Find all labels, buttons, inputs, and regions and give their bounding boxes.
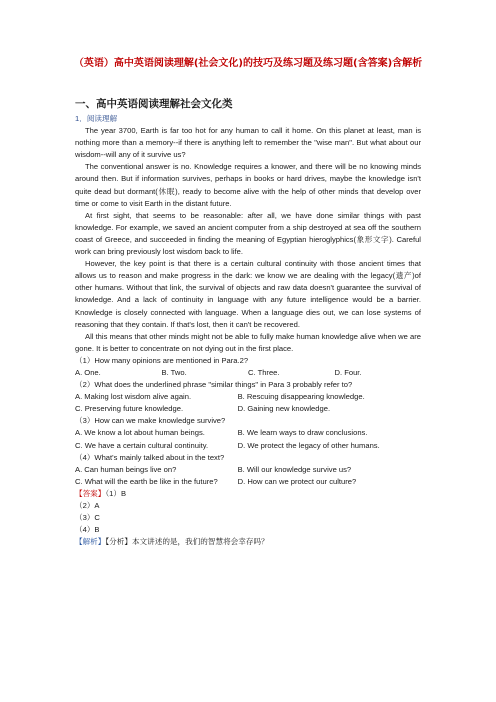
question-2-option-b: B. Rescuing disappearing knowledge. xyxy=(237,392,365,402)
passage-paragraph-2: The conventional answer is no. Knowledge requires a knower, and there will be no knowing minds around then. But if information survives, perhaps in books or hard drives, maybe the knowledge isn't quite dead but dormant(休眠), ready to become alive with the help of other minds that develop over time or come to visit Earth in the distant future. xyxy=(75,162,421,208)
question-2-stem: （2）What does the underlined phrase "similar things" in Para 3 probably refer to? xyxy=(75,380,353,390)
question-1-options xyxy=(75,367,421,379)
document-title: （英语）高中英语阅读理解(社会文化)的技巧及练习题及练习题(含答案)含解析 xyxy=(73,58,423,69)
document-body xyxy=(75,113,421,548)
answer-2: （2）A xyxy=(75,501,100,510)
question-3-options-row-1 xyxy=(75,427,421,439)
analysis-line xyxy=(75,536,421,548)
question-1-stem: （1）How many opinions are mentioned in Para.2? xyxy=(75,355,249,365)
passage-paragraph-3: At first sight, that seems to be reasonable: after all, we have done similar things with past knowledge. For example, we saved an ancient computer from a ship destroyed at sea off the southern coast of Greece, and succeeded in finding the meaning of Egyptian hieroglyphics(象形文字). Careful work can bring previously lost wisdom back to life. xyxy=(75,210,421,257)
question-3-options-row-2 xyxy=(75,440,421,452)
question-2-options-row-2 xyxy=(75,403,421,415)
passage-paragraph-5: All this means that other minds might not be able to fully make human knowledge alive when we are gone. It is better to concentrate on not dying out in the first place. xyxy=(75,331,421,353)
answer-tag: 【答案】 xyxy=(75,488,106,498)
passage-paragraph-1: The year 3700, Earth is far too hot for any human to call it home. On this planet at least, man is nothing more than a memory--if there is anything left to remember the "wise man". But what about our wisdom--will any of it survive us? xyxy=(75,126,421,160)
question-1-option-d: D. Four. xyxy=(334,367,362,377)
question-4-stem: （4）What's mainly talked about in the text? xyxy=(75,452,225,462)
question-3-option-c: C. We have a certain cultural continuity. xyxy=(75,440,209,450)
question-2-option-c: C. Preserving future knowledge. xyxy=(75,404,184,414)
answer-4: （4）B xyxy=(75,525,100,535)
question-4-options-row-2 xyxy=(75,476,421,488)
section-heading: 一、高中英语阅读理解社会文化类 xyxy=(75,98,233,110)
question-4-option-c: C. What will the earth be like in the future? xyxy=(75,476,218,486)
analysis-tag: 【解析】 xyxy=(75,537,106,547)
analysis-text: 【分析】本文讲述的是，我们的智慧将会幸存吗？ xyxy=(105,537,269,547)
question-2-options-row-1 xyxy=(75,391,421,403)
question-1-option-a: A. One. xyxy=(75,367,101,377)
question-2-option-d: D. Gaining new knowledge. xyxy=(237,404,331,414)
question-3-option-a: A. We know a lot about human beings. xyxy=(75,428,205,438)
passage-paragraph-4: However, the key point is that there is a certain cultural continuity with those ancient times that allows us to reason and make progress in the dark: we know we are dealing with the legacy(遗产)of other humans. Without that link, the survival of objects and raw data doesn't guarantee the survival of knowledge. And a lack of continuity in language with any future intelligence would be a barrier. Knowledge is closely connected with language. When a language dies out, we can lose systems of reasoning that they contain. If that's lost, then it can't be recovered. xyxy=(75,259,421,329)
question-3-stem: （3）How can we make knowledge survive? xyxy=(75,416,226,426)
question-4-option-a: A. Can human beings live on? xyxy=(75,464,177,474)
question-3-option-d: D. We protect the legacy of other humans. xyxy=(237,440,380,450)
question-2-option-a: A. Making lost wisdom alive again. xyxy=(75,392,192,402)
question-1-option-c: C. Three. xyxy=(248,367,280,377)
question-3-option-b: B. We learn ways to draw conclusions. xyxy=(237,428,368,438)
answer-1: （1）B xyxy=(105,488,127,498)
question-4-options-row-1 xyxy=(75,464,421,476)
answer-3: （3）C xyxy=(75,513,100,523)
question-4-option-b: B. Will our knowledge survive us? xyxy=(237,464,352,474)
item-label: 1．阅读理解 xyxy=(75,114,118,123)
question-1-option-b: B. Two. xyxy=(161,367,187,377)
answer-line xyxy=(75,488,421,500)
question-4-option-d: D. How can we protect our culture? xyxy=(237,476,357,486)
